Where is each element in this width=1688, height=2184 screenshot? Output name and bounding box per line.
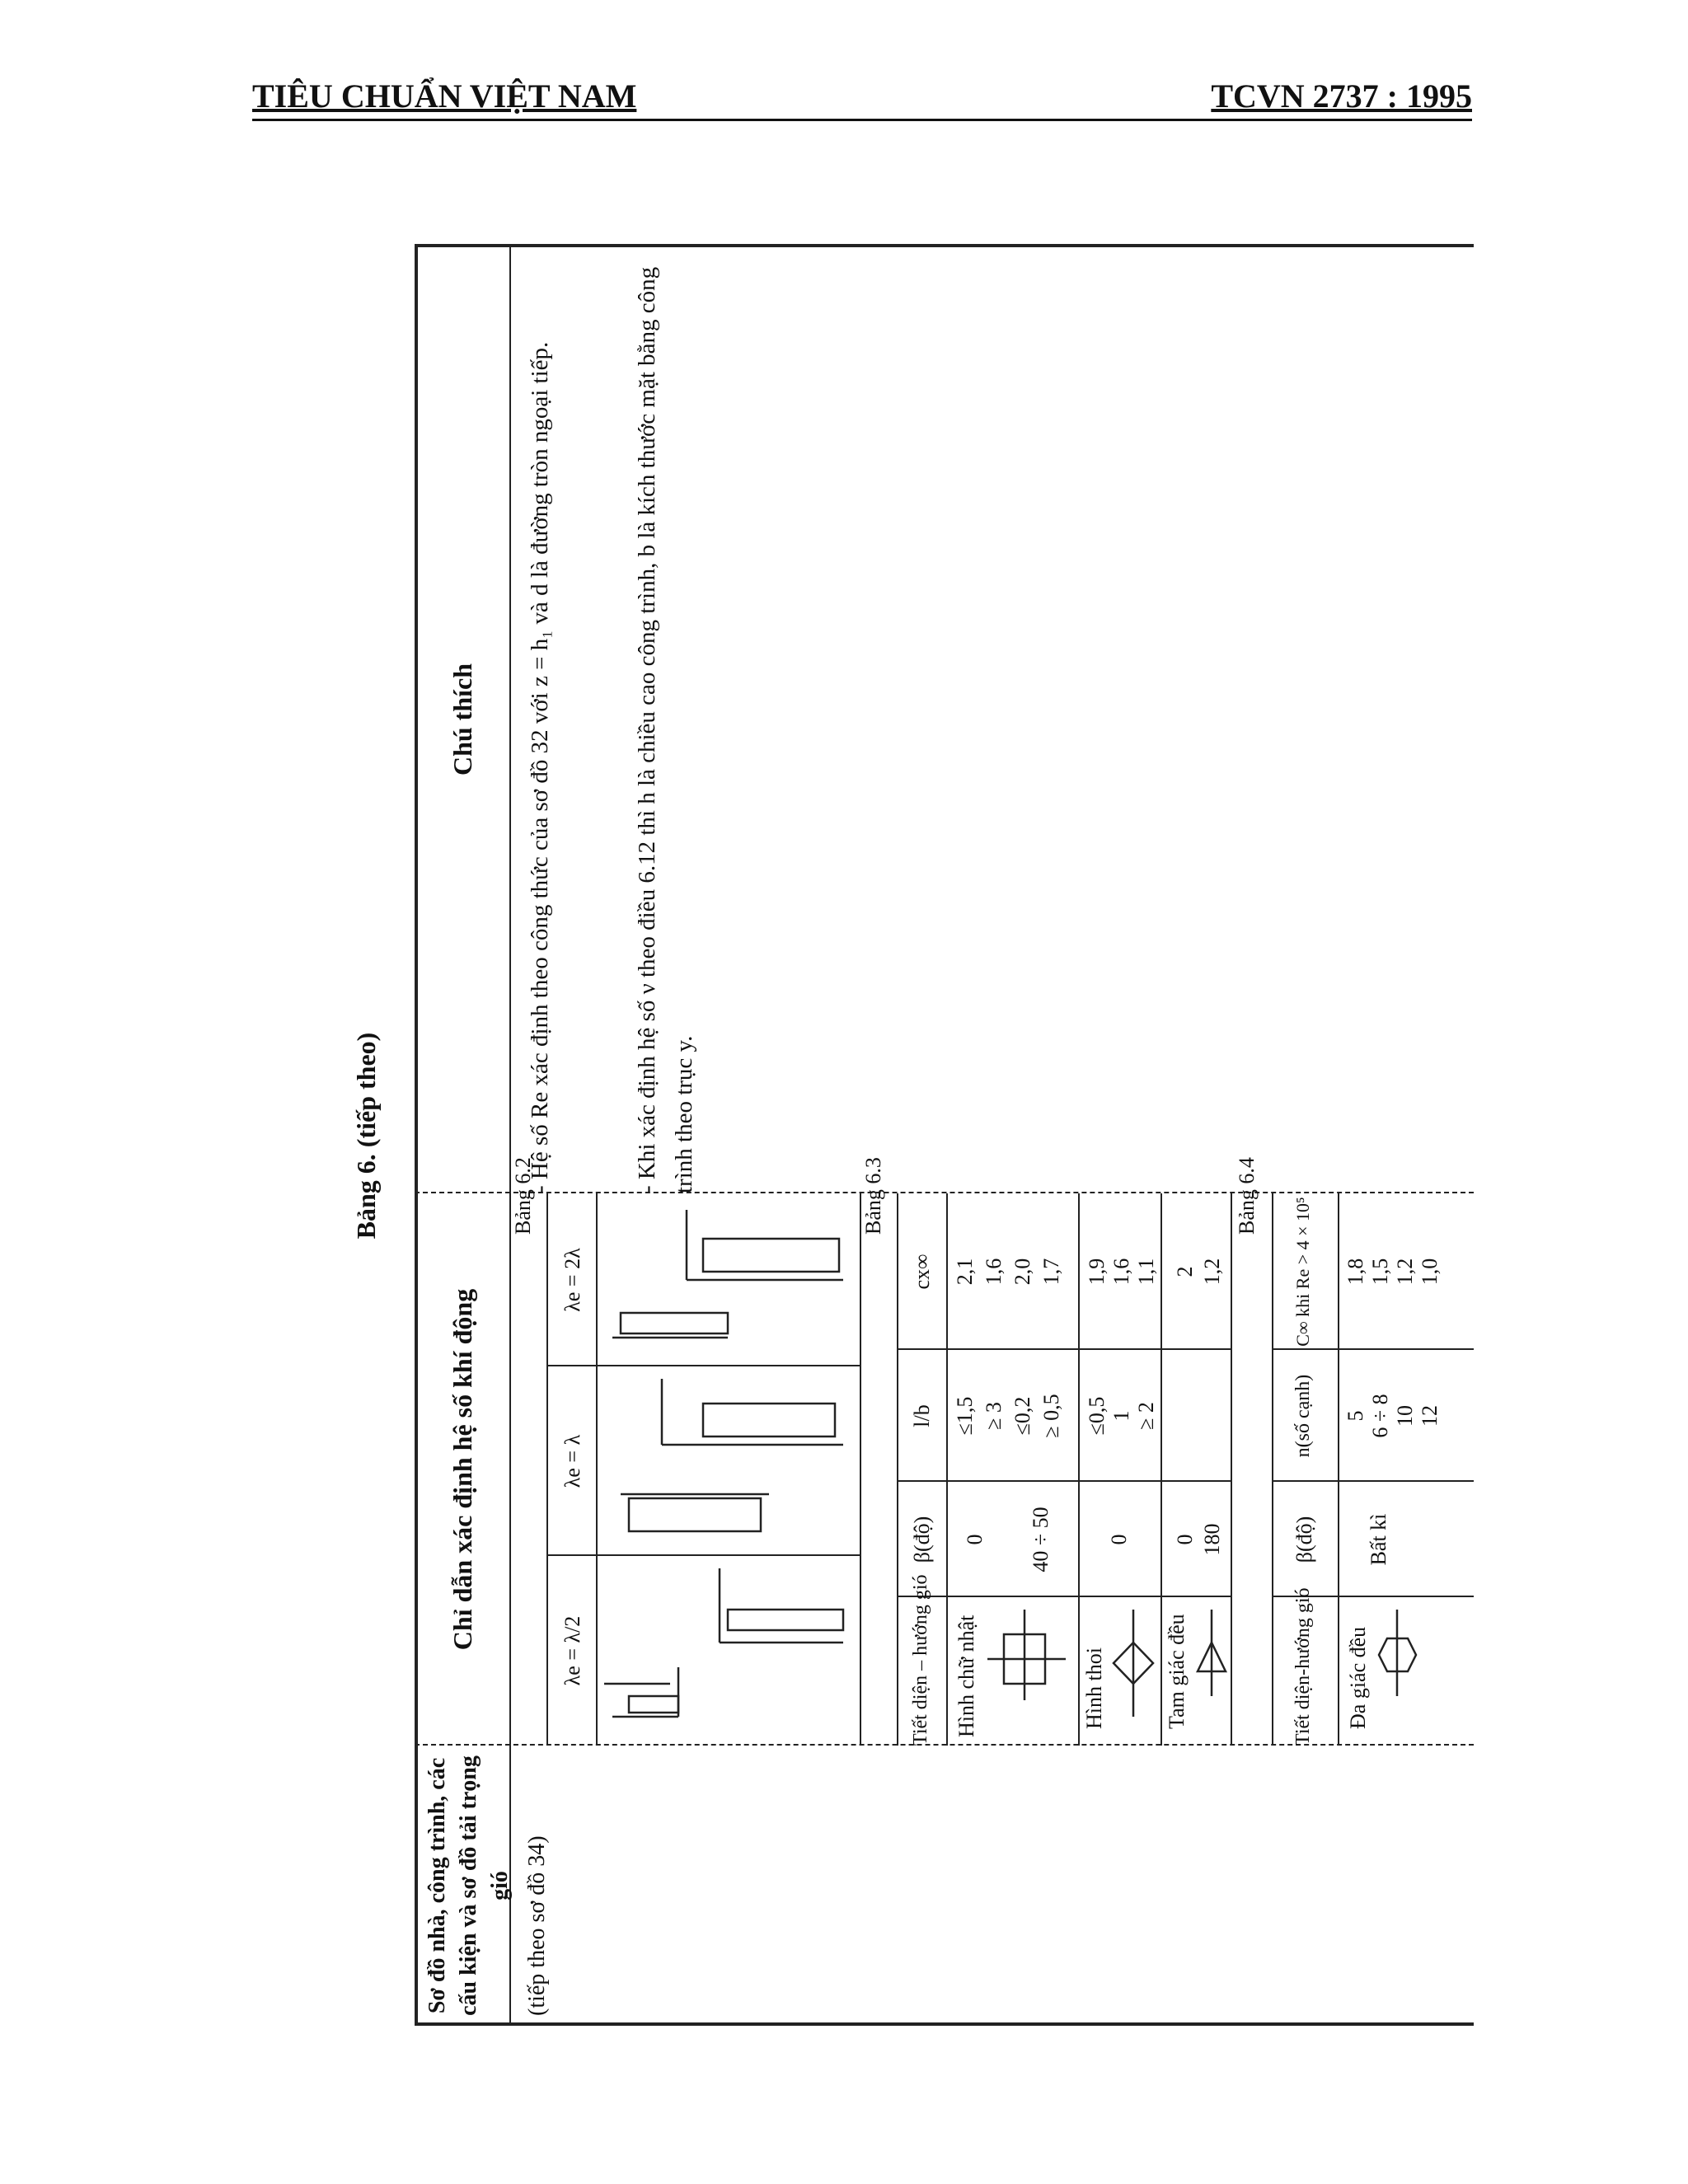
rhombus-section-sketch: [1107, 1601, 1160, 1733]
t63-r2-beta-0: 0: [1107, 1534, 1131, 1545]
page-header: [252, 76, 1472, 121]
rectangle-section-sketch: [987, 1601, 1070, 1733]
frame-right: [415, 244, 1474, 247]
t64-r1-n-0: 5: [1343, 1410, 1367, 1422]
t62-sep2: [546, 1365, 860, 1366]
t63-r1-beta-1: 40 ÷ 50: [1029, 1507, 1053, 1572]
col1-body: (tiếp theo sơ đồ 34): [524, 1835, 550, 2016]
sketch-lambda-half: [604, 1560, 851, 1733]
rotated-table-page: [336, 246, 1474, 2026]
t63-r2-lb-2: ≥ 2: [1134, 1402, 1158, 1430]
t63-r1-beta-0: 0: [963, 1534, 987, 1545]
polygon-section-sketch: [1375, 1605, 1432, 1713]
table-6-continued: [336, 246, 1474, 2026]
triangle-section-sketch: [1189, 1605, 1231, 1713]
t64-r1-section: Đa giác đều: [1346, 1626, 1370, 1729]
t63-h1: Tiết diện – hướng gió: [910, 1574, 931, 1746]
t62-h3: λe = 2λ: [560, 1248, 584, 1312]
t63-r2-section: Hình thoi: [1082, 1647, 1106, 1729]
note-2: - Khi xác định hệ số ν theo điều 6.12 thì h là chiều cao công trình, b là kích thước mặt bằng công trình theo trục y.: [634, 266, 697, 1193]
table64-title: Bảng 6.4: [1235, 1157, 1259, 1235]
t63-r1-lb-2: ≤0,2: [1010, 1396, 1034, 1436]
t63-r2-c-1: 1,6: [1109, 1258, 1133, 1286]
t63-h3: l/b: [910, 1404, 934, 1427]
col2-header: Chỉ dẫn xác định hệ số khí động: [448, 1288, 477, 1651]
frame-left: [415, 2022, 1474, 2026]
table62-title: Bảng 6.2: [511, 1157, 535, 1235]
t63-r1-lb-0: ≤1,5: [953, 1396, 977, 1436]
t64-r1-c-0: 1,8: [1343, 1258, 1367, 1286]
t63-h2: β(độ): [910, 1516, 934, 1563]
t63-r1-c-0: 2,1: [953, 1258, 977, 1286]
t63-row1-line: [1078, 1193, 1080, 1746]
t64-header-top: [1272, 1193, 1273, 1746]
t62-header-line: [596, 1193, 598, 1746]
t63-r1-c-2: 2,0: [1010, 1258, 1034, 1286]
t64-r1-n-3: 12: [1418, 1405, 1442, 1427]
t63-h4: cx∞: [910, 1254, 934, 1290]
t63-r2-lb-0: ≤0,5: [1085, 1396, 1109, 1436]
frame-top: [415, 246, 418, 2026]
t62-h2: λe = λ: [560, 1434, 584, 1488]
table63-title: Bảng 6.3: [861, 1157, 885, 1235]
t63-r3-c-1: 1,2: [1200, 1258, 1224, 1286]
t63-header-bottom: [946, 1193, 948, 1746]
t63-row2-line: [1160, 1193, 1162, 1746]
t64-r1-c-1: 1,5: [1368, 1258, 1392, 1286]
t63-r3-section: Tam giác đều: [1165, 1614, 1189, 1729]
table-caption: Bảng 6. (tiếp theo): [351, 1032, 381, 1240]
t63-r1-lb-1: ≥ 3: [982, 1402, 1006, 1430]
t63-header-top: [897, 1193, 898, 1746]
t62-sep1: [546, 1554, 860, 1556]
t62-top: [546, 1193, 548, 1746]
t63-r3-beta-0: 0: [1173, 1534, 1197, 1545]
t63-r1-c-1: 1,6: [982, 1258, 1006, 1286]
t63-r2-c-2: 1,1: [1134, 1258, 1158, 1286]
t62-h1: λe = λ/2: [560, 1615, 584, 1686]
t64-h2: β(độ): [1292, 1516, 1316, 1563]
t64-r1-n-2: 10: [1393, 1405, 1417, 1427]
t63-bottom: [1231, 1193, 1232, 1746]
t64-header-bottom: [1338, 1193, 1339, 1746]
t63-top: [860, 1193, 861, 1746]
t64-r1-n-1: 6 ÷ 8: [1368, 1394, 1392, 1438]
t63-r1-c-3: 1,7: [1039, 1258, 1063, 1286]
t64-r1-c-2: 1,2: [1393, 1258, 1417, 1286]
col3-header: Chú thích: [448, 663, 477, 776]
standard-number: TCVN 2737 : 1995: [1211, 77, 1472, 115]
note-1: - Hệ số Re xác định theo công thức của sơ đồ 32 với z = h₁ và d là đường tròn ngoại tiếp.: [527, 341, 553, 1193]
t63-r1-lb-3: ≥ 0,5: [1039, 1394, 1063, 1438]
sketch-lambda: [604, 1371, 851, 1544]
t64-r1-beta: Bất kì: [1367, 1513, 1390, 1566]
t63-r2-c-0: 1,9: [1085, 1258, 1109, 1286]
t63-r2-lb-1: 1: [1109, 1410, 1133, 1422]
sketch-two-lambda: [604, 1202, 851, 1354]
t63-r3-c-0: 2: [1173, 1266, 1197, 1277]
t64-h4: C∞ khi Re > 4 × 10⁵: [1292, 1197, 1313, 1347]
t63-r3-beta-1: 180: [1200, 1523, 1224, 1556]
t64-h3: n(số cạnh): [1292, 1374, 1314, 1458]
t64-h1: Tiết diện-hướng gió: [1292, 1587, 1314, 1746]
standard-title: TIÊU CHUẨN VIỆT NAM: [252, 77, 637, 115]
col1-header: Sơ đồ nhà, công trình, các cấu kiện và sơ đồ tải trọng gió: [424, 1755, 513, 2016]
t63-r1-section: Hình chữ nhật: [954, 1615, 978, 1737]
t64-r1-c-3: 1,0: [1418, 1258, 1442, 1286]
